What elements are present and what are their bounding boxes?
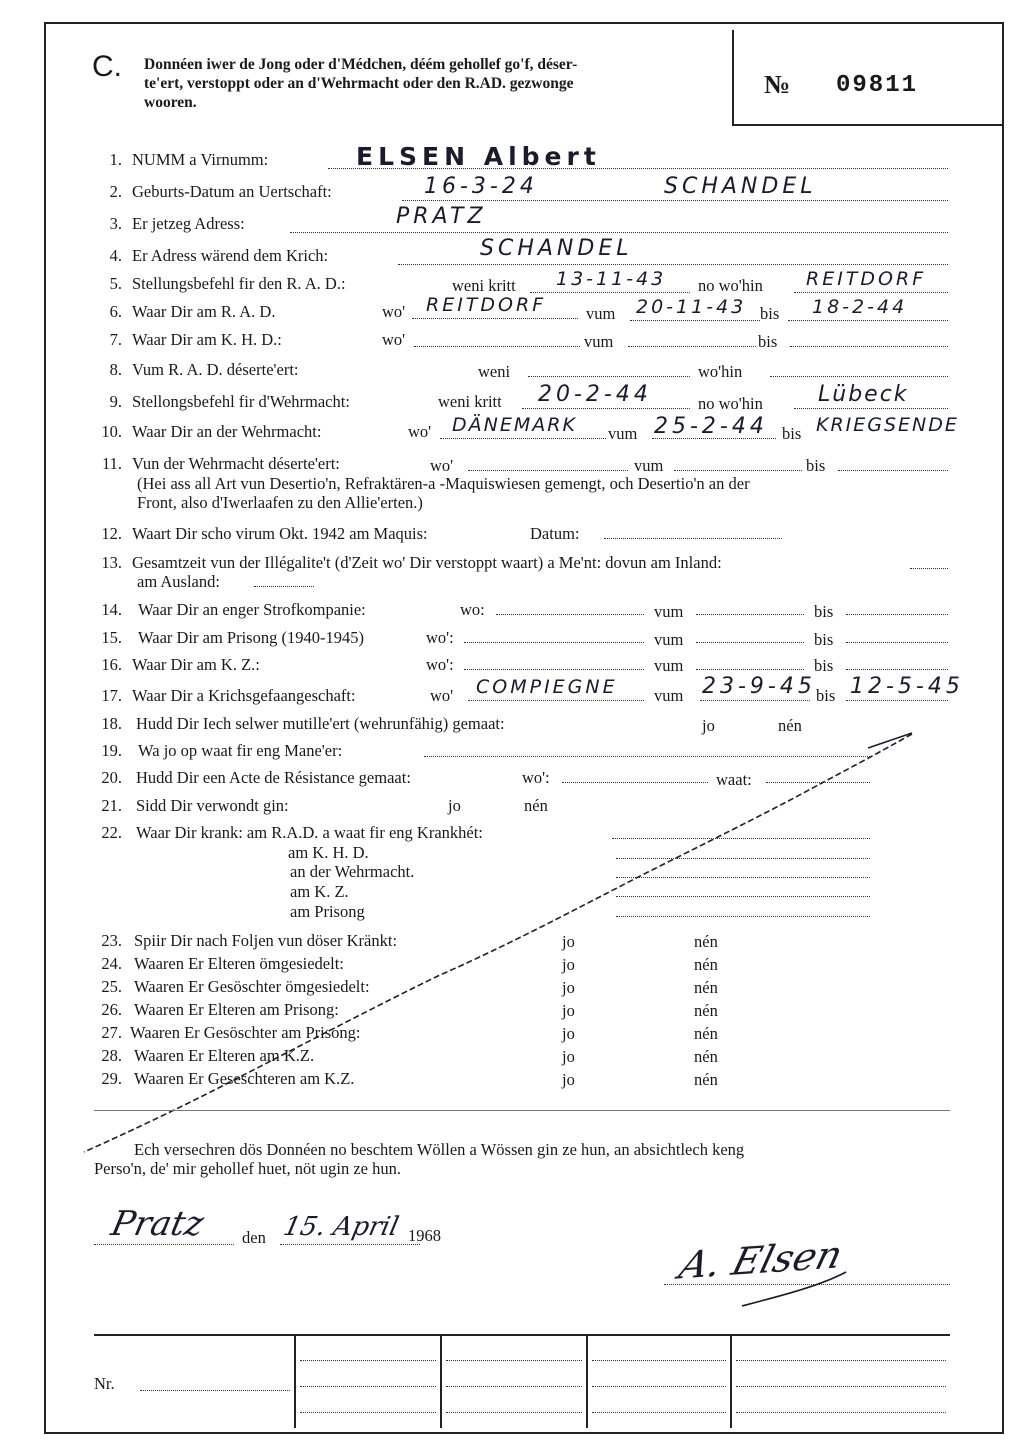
wohin-label: no wo'hin — [698, 276, 763, 295]
row-number: 13. — [101, 553, 122, 572]
vum-label: vum — [654, 686, 684, 705]
row-number: 8. — [109, 360, 122, 379]
weni-kritt-label: weni kritt — [452, 276, 516, 295]
wehrmacht-desert-label: Vun der Wehrmacht déserte'ert: — [132, 454, 340, 473]
vum-label: vum — [654, 602, 684, 621]
row-number: 19. — [101, 741, 122, 760]
vum-label: vum — [634, 456, 664, 475]
section-letter: C. — [92, 50, 122, 83]
name-value[interactable]: ELSEN Albert — [356, 142, 601, 171]
abroad-label: am Ausland: — [137, 572, 220, 591]
wo-label: wo' — [382, 330, 406, 349]
dotted-line — [446, 1386, 582, 1387]
war-address-value[interactable]: SCHANDEL — [480, 236, 633, 261]
row-number: 25. — [101, 977, 122, 996]
jo-option[interactable]: jo — [562, 932, 575, 951]
wo-label: wo': — [426, 655, 454, 674]
wo-label: wo' — [430, 686, 454, 705]
row-number: 6. — [109, 302, 122, 321]
signature-handwritten[interactable]: A. Elsen — [674, 1232, 848, 1288]
row-number: 23. — [101, 931, 122, 950]
jo-option[interactable]: jo — [562, 978, 575, 997]
row-number: 27. — [101, 1023, 122, 1042]
wehrmacht-from-value[interactable]: 25-2-44 — [654, 414, 768, 439]
row-number: 20. — [101, 768, 122, 787]
row-number: 10. — [101, 422, 122, 441]
birth-place-value[interactable]: SCHANDEL — [664, 174, 817, 199]
row-number: 9. — [109, 392, 122, 411]
dotted-line — [592, 1360, 726, 1361]
row-number: 11. — [101, 454, 122, 473]
wo-label: wo: — [460, 600, 485, 619]
declaration-line-2: Perso'n, de' mir gehollef huet, nöt ugin ze hun. — [94, 1159, 402, 1178]
jo-option[interactable]: jo — [702, 716, 715, 735]
manner-label: Wa jo op waat fir eng Mane'er: — [138, 741, 343, 760]
bis-label: bis — [814, 656, 834, 675]
row-number: 3. — [109, 214, 122, 233]
header-title-line-1: Donnéen iwer de Jong oder d'Médchen, déém gehollef go'f, déser- — [144, 56, 578, 73]
wo-label: wo' — [430, 456, 454, 475]
dotted-line — [300, 1360, 436, 1361]
dotted-line — [736, 1360, 946, 1361]
parents-prison-label: Waaren Er Elteren am Prisong: — [134, 1000, 339, 1019]
birth-label: Geburts-Datum an Uertschaft: — [132, 182, 332, 201]
row-number: 22. — [101, 823, 122, 842]
row-number: 21. — [101, 796, 122, 815]
wehrmacht-order-date-value[interactable]: 20-2-44 — [538, 382, 652, 407]
dotted-line — [736, 1386, 946, 1387]
rad-order-label: Stellungsbefehl fir den R. A. D.: — [132, 274, 346, 293]
pow-place-value[interactable]: COMPIEGNE — [476, 676, 618, 698]
vum-label: vum — [608, 424, 638, 443]
bis-label: bis — [816, 686, 836, 705]
dotted-line — [736, 1412, 946, 1413]
illness-sub-wehrmacht: an der Wehrmacht. — [290, 862, 415, 881]
dotted-line — [300, 1412, 436, 1413]
pow-from-value[interactable]: 23-9-45 — [702, 674, 816, 699]
siblings-prison-label: Waaren Er Gesöschter am Prisong: — [130, 1023, 361, 1042]
weni-kritt-label: weni kritt — [438, 392, 502, 411]
birth-date-value[interactable]: 16-3-24 — [424, 174, 538, 199]
nen-option[interactable]: nén — [694, 955, 718, 974]
parents-kz-label: Waaren Er Elteren am K.Z. — [134, 1046, 315, 1065]
footer-table-top — [94, 1334, 950, 1336]
bis-label: bis — [814, 630, 834, 649]
jo-option[interactable]: jo — [562, 1070, 575, 1089]
row-number: 5. — [109, 274, 122, 293]
nen-option[interactable]: nén — [694, 1070, 718, 1089]
row-number: 2. — [109, 182, 122, 201]
address-value[interactable]: PRATZ — [396, 204, 487, 229]
dotted-line — [592, 1412, 726, 1413]
row-number: 7. — [109, 330, 122, 349]
footer-col-divider — [440, 1334, 442, 1428]
khd-label: Waar Dir am K. H. D.: — [132, 330, 282, 349]
header-title-line-2: te'ert, verstoppt oder an d'Wehrmacht oder den R.AD. gezwonge — [144, 75, 574, 92]
rad-order-place-value[interactable]: REITDORF — [806, 268, 927, 290]
address-label: Er jetzeg Adress: — [132, 214, 245, 233]
wohin-label: wo'hin — [698, 362, 743, 381]
nen-option[interactable]: nén — [694, 978, 718, 997]
nen-option[interactable]: nén — [694, 1001, 718, 1020]
row-number: 15. — [101, 628, 122, 647]
nr-label: Nr. — [94, 1374, 115, 1393]
dotted-line — [446, 1412, 582, 1413]
row-number: 17. — [101, 686, 122, 705]
footer-col-divider — [294, 1334, 296, 1428]
kz-label: Waar Dir am K. Z.: — [132, 655, 260, 674]
bis-label: bis — [760, 304, 780, 323]
jo-option[interactable]: jo — [562, 1047, 575, 1066]
row-number: 29. — [101, 1069, 122, 1088]
vum-label: vum — [654, 630, 684, 649]
rad-from-value[interactable]: 20-11-43 — [636, 296, 747, 318]
illness-sub-khd: am K. H. D. — [288, 843, 369, 862]
waat-label: waat: — [716, 770, 752, 789]
wo-label: wo': — [426, 628, 454, 647]
war-address-label: Er Adress wärend dem Krich: — [132, 246, 329, 265]
nen-option[interactable]: nén — [524, 796, 548, 815]
wo-label: wo': — [522, 768, 550, 787]
siblings-resettled-label: Waaren Er Gesöschter ömgesiedelt: — [134, 977, 370, 996]
name-label: NUMM a Virnumm: — [132, 150, 269, 169]
date-handwritten[interactable]: 15. April — [280, 1212, 402, 1242]
row-number: 16. — [101, 655, 122, 674]
illegality-label: Gesamtzeit vun der Illégalite't (d'Zeit wo' Dir verstoppt waart) a Me'nt: dovun am Inland: — [132, 553, 722, 572]
illness-label: Waar Dir krank: am R.A.D. a waat fir eng Krankhét: — [136, 823, 483, 842]
datum-label: Datum: — [530, 524, 580, 543]
wehrmacht-label: Waar Dir an der Wehrmacht: — [132, 422, 322, 441]
penal-label: Waar Dir an enger Strofkompanie: — [138, 600, 366, 619]
parents-resettled-label: Waaren Er Elteren ömgesiedelt: — [134, 954, 344, 973]
row-number: 26. — [101, 1000, 122, 1019]
rad-desert-label: Vum R. A. D. déserte'ert: — [132, 360, 299, 379]
rad-to-value[interactable]: 18-2-44 — [812, 296, 908, 318]
desertion-note-1: (Hei ass all Art vun Desertio'n, Refraktären-a -Maquiswiesen gemengt, och Desertio'n an der — [137, 474, 750, 493]
resistance-label: Hudd Dir een Acte de Résistance gemaat: — [136, 768, 411, 787]
wounded-label: Sidd Dir verwondt gin: — [136, 796, 289, 815]
illness-sub-prison: am Prisong — [290, 902, 365, 921]
maquis-label: Waart Dir scho virum Okt. 1942 am Maquis: — [132, 524, 428, 543]
number-sign: № — [764, 70, 792, 99]
rad-place-value[interactable]: REITDORF — [426, 294, 547, 316]
rad-label: Waar Dir am R. A. D. — [132, 302, 276, 321]
jo-option[interactable]: jo — [562, 1001, 575, 1020]
nen-option[interactable]: nén — [694, 932, 718, 951]
vum-label: vum — [586, 304, 616, 323]
footer-col-divider — [730, 1334, 732, 1428]
footer-col-divider — [586, 1334, 588, 1428]
declaration-line-1: Ech versechren dös Donnéen no beschtem Wöllen a Wössen gin ze hun, an absichtlech keng — [134, 1140, 745, 1159]
rad-order-date-value[interactable]: 13-11-43 — [556, 268, 667, 290]
place-handwritten[interactable]: Pratz — [107, 1204, 208, 1244]
wehrmacht-place-value[interactable]: DÄNEMARK — [452, 414, 577, 436]
den-label: den — [242, 1228, 266, 1247]
wohin-label: no wo'hin — [698, 394, 763, 413]
jo-option[interactable]: jo — [562, 1024, 575, 1043]
row-number: 14. — [101, 600, 122, 619]
vum-label: vum — [584, 332, 614, 351]
dotted-line — [446, 1360, 582, 1361]
vum-label: vum — [654, 656, 684, 675]
desertion-note-2: Front, also d'Iwerlaafen zu den Allie'erten.) — [137, 493, 423, 512]
wo-label: wo' — [382, 302, 406, 321]
form-number: 09811 — [836, 72, 919, 99]
wehrmacht-to-value[interactable]: KRIEGSENDE — [816, 414, 959, 436]
weni-label: weni — [478, 362, 511, 381]
bis-label: bis — [806, 456, 826, 475]
wehrmacht-order-place-value[interactable]: Lübeck — [818, 382, 909, 407]
illness-sub-kz: am K. Z. — [290, 882, 349, 901]
siblings-kz-label: Waaren Er Geseschteren am K.Z. — [134, 1069, 355, 1088]
row-number: 4. — [109, 246, 122, 265]
nen-option[interactable]: nén — [694, 1024, 718, 1043]
dotted-line — [592, 1386, 726, 1387]
wehrmacht-order-label: Stellongsbefehl fir d'Wehrmacht: — [132, 392, 350, 411]
bis-label: bis — [758, 332, 778, 351]
jo-option[interactable]: jo — [562, 955, 575, 974]
header-title-line-3: wooren. — [144, 94, 197, 111]
bis-label: bis — [814, 602, 834, 621]
pow-label: Waar Dir a Krichsgefaangeschaft: — [132, 686, 356, 705]
mutilation-label: Hudd Dir Iech selwer mutille'ert (wehrunfähig) gemaat: — [136, 714, 505, 733]
row-number: 24. — [101, 954, 122, 973]
prison-label: Waar Dir am Prisong (1940-1945) — [138, 628, 364, 647]
nen-option[interactable]: nén — [778, 716, 802, 735]
row-number: 12. — [101, 524, 122, 543]
dotted-line — [140, 1390, 290, 1391]
jo-option[interactable]: jo — [448, 796, 461, 815]
wo-label: wo' — [408, 422, 432, 441]
row-number: 18. — [101, 714, 122, 733]
dotted-line — [300, 1386, 436, 1387]
row-number: 1. — [109, 150, 122, 169]
nen-option[interactable]: nén — [694, 1047, 718, 1066]
consequences-label: Spiir Dir nach Foljen vun döser Kränkt: — [134, 931, 398, 950]
bis-label: bis — [782, 424, 802, 443]
year-label: 1968 — [408, 1226, 441, 1245]
pow-to-value[interactable]: 12-5-45 — [850, 674, 964, 699]
row-number: 28. — [101, 1046, 122, 1065]
